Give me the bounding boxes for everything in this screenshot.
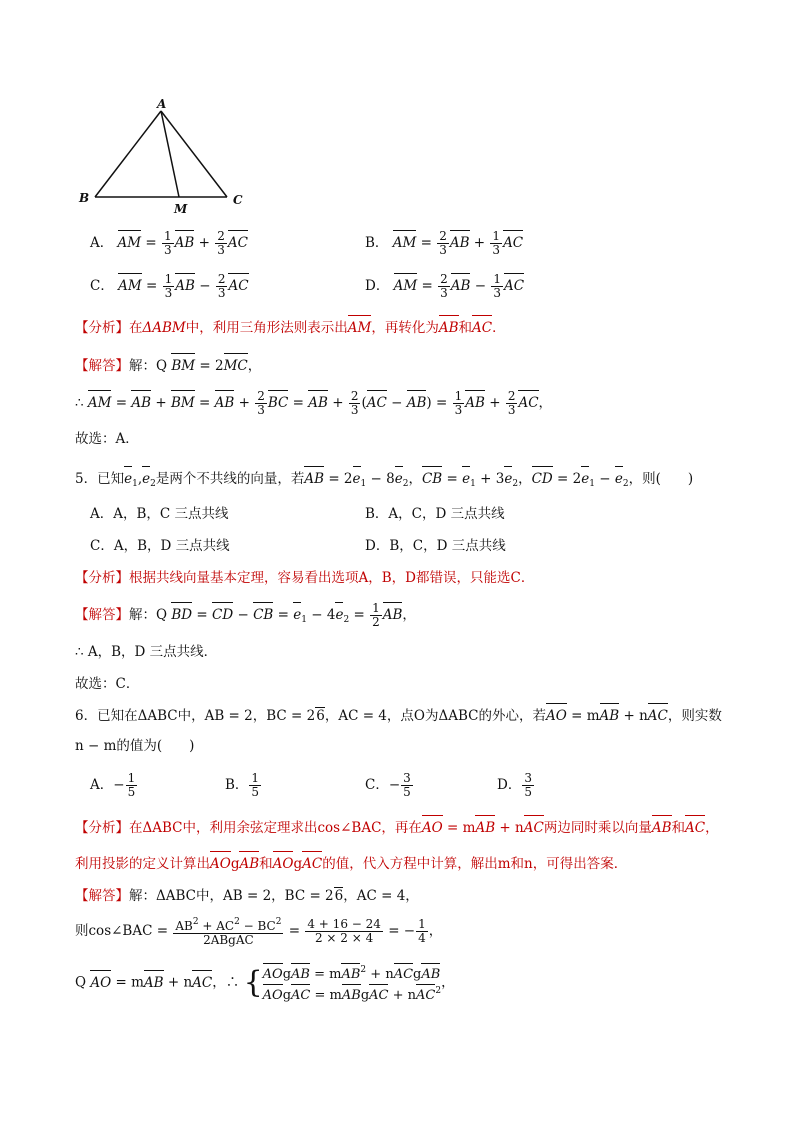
q6-stem-line-1: 6．已知在ΔABC中，AB = 2，BC = 26，AC = 4，点O为ΔABC的外心，若AO = mAB + nAC，则实数 [75, 708, 722, 724]
q6-option-a: A．− $\frac{1}{5}$ [90, 771, 136, 799]
q5-option-c: C．A，B，D 三点共线 [90, 538, 230, 554]
q6-stem-line-2: n − m的值为( ) [75, 738, 195, 754]
q5-option-a: A．A，B，C 三点共线 [90, 506, 229, 522]
q5-option-b: B．A，C，D 三点共线 [365, 506, 505, 522]
q6-option-b: B． $\frac{1}{5}$ [225, 771, 260, 799]
triangle-figure [75, 97, 255, 219]
q6-system-line: Q AO = mAB + nAC，∴ {AOgAB = mAB$^2$ + nACgAB AOgAC = mABgAC + nAC$^2$， [75, 965, 455, 1003]
q4-solution-line-1: 【解答】解：Q BM = 2MC， [75, 358, 262, 374]
q4-choice: 故选：A． [75, 431, 139, 447]
q4-option-d: D． AM = $\frac{2}{3}$ AB − $\frac{1}{3}$ AC [365, 272, 525, 300]
q5-conclusion: ∴ A，B，D 三点共线． [75, 644, 218, 660]
q4-solution-line-2: ∴ AM = AB + BM = AB + $\frac{2}{3}$ BC = AB + $\frac{2}{3}$ (AC − AB) = $\frac{1}{3}$ AB + $\frac{2}{3}$ AC， [75, 389, 553, 417]
vertex-b-label: B [79, 191, 90, 205]
q6-analysis-line-2: 利用投影的定义计算出AOgAB和AOgAC的值，代入方程中计算，解出m和n，可得出答案． [75, 856, 628, 872]
q4-analysis: 【分析】在ΔABM中，利用三角形法则表示出AM，再转化为AB和AC． [75, 320, 506, 336]
q6-option-c: C．− $\frac{3}{5}$ [365, 771, 411, 799]
q4-option-b: B． AM = $\frac{2}{3}$ AB + $\frac{1}{3}$ AC [365, 229, 524, 257]
vertex-c-label: C [233, 193, 243, 207]
point-m-label: M [174, 202, 188, 216]
q4-option-a: A． AM = $\frac{1}{3}$ AB + $\frac{2}{3}$ AC [90, 229, 248, 257]
q5-stem: 5．已知$e_1,e_2$是两个不共线的向量，若AB = $2e_1 - 8e_2$，CB = $e_1 + 3e_2$，CD = $2e_1 - e_2$，则( ) [75, 471, 694, 489]
q5-choice: 故选：C． [75, 676, 140, 692]
q6-option-d: D． $\frac{3}{5}$ [497, 771, 532, 799]
q4-option-c: C． AM = $\frac{1}{3}$ AB − $\frac{2}{3}$ AC [90, 272, 249, 300]
q6-cosine-line: 则cos∠BAC = $\frac{AB^2 + AC^2 - BC^2}{\text{2ABgAC}}$ = $\frac{4 + 16 - 24}{2 \times 2 \times 4}$ = − $\frac{1}{4}$ ， [75, 917, 443, 947]
q6-solution-line-1: 【解答】解：ΔABC中，AB = 2，BC = 26，AC = 4， [75, 888, 419, 904]
q5-solution-line-1: 【解答】解：Q BD = CD − CB = $e_1 - 4e_2$ = $\frac{1}{2}$ AB， [75, 601, 416, 629]
vertex-a-label: A [157, 97, 167, 111]
q6-analysis-line-1: 【分析】在ΔABC中，利用余弦定理求出cos∠BAC，再在AO = mAB + nAC两边同时乘以向量AB和AC， [75, 820, 719, 836]
q5-analysis: 【分析】根据共线向量基本定理，容易看出选项A，B，D都错误，只能选C． [75, 570, 535, 586]
q5-option-d: D．B，C，D 三点共线 [365, 538, 506, 554]
